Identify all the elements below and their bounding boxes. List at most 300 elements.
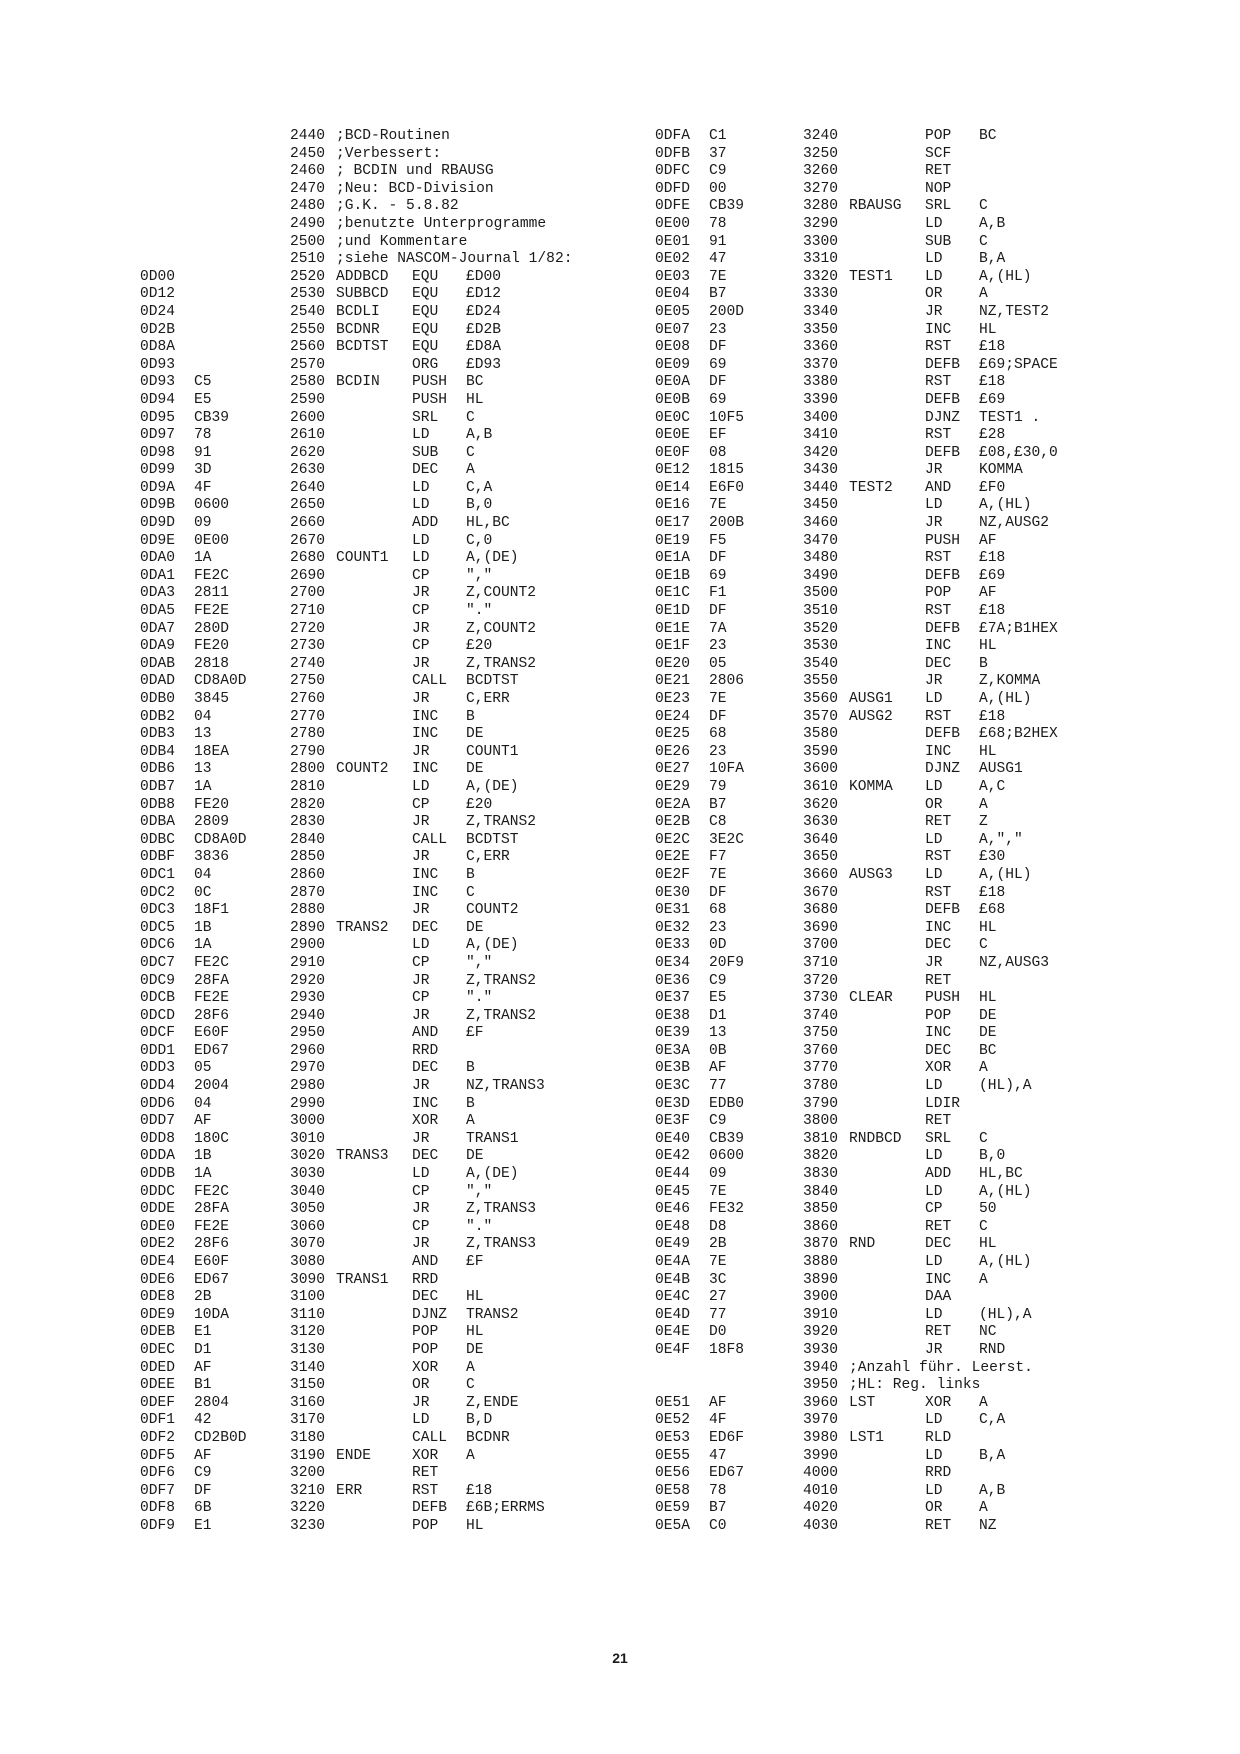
- machine-code-cell: E5: [709, 990, 727, 1007]
- line-number-cell: 2830: [290, 814, 326, 831]
- opcode-cell: JR: [412, 1236, 430, 1253]
- machine-code-cell: E1: [194, 1324, 212, 1341]
- label-cell: TRANS2: [336, 919, 389, 936]
- opcode-cell: SUB: [925, 233, 952, 250]
- operand-cell: BCDTST: [466, 831, 519, 848]
- line-number-cell: 3990: [803, 1447, 839, 1464]
- opcode-cell: INC: [412, 884, 439, 901]
- opcode-cell: JR: [925, 673, 943, 690]
- opcode-cell: CP: [412, 954, 430, 971]
- line-number-cell: 2450: [290, 145, 326, 162]
- machine-code-cell: C8: [709, 814, 727, 831]
- opcode-cell: EQU: [412, 321, 439, 338]
- address-cell: 0E08: [655, 339, 691, 356]
- line-number-cell: 3710: [803, 954, 839, 971]
- operand-cell: ",": [466, 1183, 493, 1200]
- line-number-cell: 2960: [290, 1042, 326, 1059]
- opcode-cell: JR: [925, 954, 943, 971]
- opcode-cell: SRL: [925, 198, 952, 215]
- address-cell: 0E55: [655, 1447, 691, 1464]
- address-cell: 0E2A: [655, 796, 691, 813]
- line-number-cell: 2480: [290, 198, 326, 215]
- machine-code-cell: 77: [709, 1306, 727, 1323]
- machine-code-cell: 2811: [194, 585, 230, 602]
- opcode-cell: DEFB: [925, 726, 961, 743]
- line-number-cell: 2500: [290, 233, 326, 250]
- line-number-cell: 3520: [803, 620, 839, 637]
- machine-code-cell: 6B: [194, 1500, 212, 1517]
- operand-cell: DE: [466, 726, 484, 743]
- opcode-cell: DEC: [925, 1042, 952, 1059]
- machine-code-cell: ED67: [194, 1271, 230, 1288]
- operand-cell: B: [466, 1060, 475, 1077]
- opcode-cell: RET: [925, 814, 952, 831]
- address-cell: 0D12: [140, 286, 176, 303]
- machine-code-cell: 7E: [709, 268, 727, 285]
- operand-cell: C,0: [466, 532, 493, 549]
- opcode-cell: LD: [925, 251, 943, 268]
- opcode-cell: EQU: [412, 286, 439, 303]
- comment-cell: ;Verbessert:: [336, 145, 442, 162]
- opcode-cell: RST: [925, 550, 952, 567]
- machine-code-cell: 0C: [194, 884, 212, 901]
- opcode-cell: JR: [925, 303, 943, 320]
- opcode-cell: RET: [925, 1218, 952, 1235]
- operand-cell: A: [979, 1271, 988, 1288]
- line-number-cell: 3110: [290, 1306, 326, 1323]
- machine-code-cell: 28FA: [194, 972, 230, 989]
- line-number-cell: 2660: [290, 515, 326, 532]
- operand-cell: A: [979, 1060, 988, 1077]
- opcode-cell: POP: [412, 1517, 439, 1534]
- opcode-cell: LD: [925, 1306, 943, 1323]
- opcode-cell: XOR: [412, 1113, 439, 1130]
- line-number-cell: 2540: [290, 303, 326, 320]
- opcode-cell: LD: [412, 497, 430, 514]
- address-cell: 0E1E: [655, 620, 691, 637]
- machine-code-cell: 00: [709, 180, 727, 197]
- machine-code-cell: DF: [709, 884, 727, 901]
- address-cell: 0E2C: [655, 831, 691, 848]
- line-number-cell: 2530: [290, 286, 326, 303]
- line-number-cell: 3370: [803, 356, 839, 373]
- machine-code-cell: DF: [709, 374, 727, 391]
- machine-code-cell: AF: [709, 1394, 727, 1411]
- line-number-cell: 3720: [803, 972, 839, 989]
- address-cell: 0E20: [655, 655, 691, 672]
- operand-cell: TEST1 .: [979, 409, 1041, 426]
- address-cell: 0DDB: [140, 1166, 176, 1183]
- address-cell: 0E23: [655, 691, 691, 707]
- operand-cell: B,A: [979, 1447, 1006, 1464]
- operand-cell: ".": [466, 990, 493, 1007]
- machine-code-cell: DF: [709, 708, 727, 725]
- operand-cell: B: [466, 708, 475, 725]
- line-number-cell: 3680: [803, 902, 839, 919]
- line-number-cell: 2730: [290, 638, 326, 655]
- opcode-cell: DEFB: [925, 567, 961, 584]
- label-cell: AUSG1: [849, 691, 893, 707]
- operand-cell: £D8A: [466, 339, 502, 356]
- opcode-cell: INC: [925, 1271, 952, 1288]
- opcode-cell: JR: [412, 1007, 430, 1024]
- address-cell: 0DE4: [140, 1254, 176, 1270]
- line-number-cell: 3440: [803, 479, 839, 496]
- operand-cell: C: [466, 884, 475, 901]
- line-number-cell: 3240: [803, 128, 839, 144]
- machine-code-cell: DF: [709, 339, 727, 356]
- line-number-cell: 3870: [803, 1236, 839, 1253]
- label-cell: TEST1: [849, 268, 893, 285]
- machine-code-cell: E60F: [194, 1254, 230, 1270]
- line-number-cell: 2680: [290, 550, 326, 567]
- address-cell: 0DED: [140, 1359, 176, 1376]
- line-number-cell: 3490: [803, 567, 839, 584]
- operand-cell: B: [979, 655, 988, 672]
- machine-code-cell: C5: [194, 374, 212, 391]
- machine-code-cell: 1B: [194, 919, 212, 936]
- opcode-cell: SRL: [412, 409, 439, 426]
- line-number-cell: 3380: [803, 374, 839, 391]
- address-cell: 0E3D: [655, 1095, 691, 1112]
- opcode-cell: JR: [412, 1201, 430, 1218]
- operand-cell: C: [979, 1218, 988, 1235]
- line-number-cell: 3340: [803, 303, 839, 320]
- line-number-cell: 3300: [803, 233, 839, 250]
- line-number-cell: 3260: [803, 163, 839, 180]
- opcode-cell: DEFB: [925, 356, 961, 373]
- machine-code-cell: 78: [709, 215, 727, 232]
- line-number-cell: 4030: [803, 1517, 839, 1534]
- address-cell: 0E45: [655, 1183, 691, 1200]
- operand-cell: £D00: [466, 268, 502, 285]
- machine-code-cell: 2B: [709, 1236, 727, 1253]
- operand-cell: NZ,AUSG3: [979, 954, 1050, 971]
- address-cell: 0E5A: [655, 1517, 691, 1534]
- line-number-cell: 2440: [290, 128, 326, 144]
- address-cell: 0DC2: [140, 884, 176, 901]
- address-cell: 0D9B: [140, 497, 176, 514]
- machine-code-cell: C9: [194, 1465, 212, 1482]
- machine-code-cell: EDB0: [709, 1095, 745, 1112]
- address-cell: 0E1B: [655, 567, 691, 584]
- address-cell: 0DA9: [140, 638, 176, 655]
- address-cell: 0DD8: [140, 1130, 176, 1147]
- label-cell: AUSG2: [849, 708, 893, 725]
- machine-code-cell: 18F1: [194, 902, 230, 919]
- opcode-cell: RET: [925, 163, 952, 180]
- label-cell: COUNT2: [336, 761, 389, 778]
- machine-code-cell: 13: [194, 761, 212, 778]
- operand-cell: C,ERR: [466, 691, 510, 707]
- operand-cell: NZ: [979, 1517, 997, 1534]
- label-cell: BCDNR: [336, 321, 380, 338]
- address-cell: 0E39: [655, 1025, 691, 1042]
- address-cell: 0E3B: [655, 1060, 691, 1077]
- opcode-cell: DEFB: [925, 391, 961, 408]
- operand-cell: £6B;ERRMS: [466, 1500, 545, 1517]
- address-cell: 0E26: [655, 743, 691, 760]
- machine-code-cell: 68: [709, 902, 727, 919]
- line-number-cell: 3620: [803, 796, 839, 813]
- address-cell: 0DE8: [140, 1289, 176, 1306]
- address-cell: 0DEE: [140, 1377, 176, 1394]
- operand-cell: HL: [466, 1517, 484, 1534]
- line-number-cell: 2990: [290, 1095, 326, 1112]
- line-number-cell: 3390: [803, 391, 839, 408]
- line-number-cell: 3020: [290, 1148, 326, 1165]
- address-cell: 0E01: [655, 233, 691, 250]
- line-number-cell: 2490: [290, 215, 326, 232]
- line-number-cell: 3040: [290, 1183, 326, 1200]
- line-number-cell: 3330: [803, 286, 839, 303]
- label-cell: KOMMA: [849, 778, 893, 795]
- operand-cell: £F: [466, 1254, 484, 1270]
- operand-cell: DE: [466, 919, 484, 936]
- line-number-cell: 2860: [290, 866, 326, 883]
- opcode-cell: RRD: [925, 1465, 952, 1482]
- line-number-cell: 2630: [290, 462, 326, 479]
- operand-cell: RND: [979, 1341, 1006, 1358]
- operand-cell: £18: [979, 884, 1006, 901]
- operand-cell: B: [466, 1095, 475, 1112]
- line-number-cell: 3860: [803, 1218, 839, 1235]
- machine-code-cell: FE2E: [194, 603, 230, 620]
- opcode-cell: DEC: [412, 1289, 439, 1306]
- machine-code-cell: 20F9: [709, 954, 745, 971]
- address-cell: 0DCF: [140, 1025, 176, 1042]
- opcode-cell: CP: [412, 796, 430, 813]
- opcode-cell: XOR: [925, 1394, 952, 1411]
- machine-code-cell: FE2C: [194, 954, 230, 971]
- machine-code-cell: 05: [709, 655, 727, 672]
- address-cell: 0DE6: [140, 1271, 176, 1288]
- address-cell: 0E4A: [655, 1254, 691, 1270]
- line-number-cell: 3280: [803, 198, 839, 215]
- machine-code-cell: 28FA: [194, 1201, 230, 1218]
- machine-code-cell: 1A: [194, 778, 212, 795]
- address-cell: 0E37: [655, 990, 691, 1007]
- machine-code-cell: CD8A0D: [194, 831, 247, 848]
- operand-cell: £7A;B1HEX: [979, 620, 1058, 637]
- operand-cell: C: [979, 937, 988, 954]
- address-cell: 0DDA: [140, 1148, 176, 1165]
- operand-cell: B: [466, 866, 475, 883]
- address-cell: 0DB2: [140, 708, 176, 725]
- line-number-cell: 3500: [803, 585, 839, 602]
- opcode-cell: INC: [412, 1095, 439, 1112]
- line-number-cell: 3600: [803, 761, 839, 778]
- opcode-cell: INC: [412, 866, 439, 883]
- address-cell: 0E07: [655, 321, 691, 338]
- line-number-cell: 4000: [803, 1465, 839, 1482]
- opcode-cell: RST: [925, 603, 952, 620]
- line-number-cell: 3100: [290, 1289, 326, 1306]
- line-number-cell: 2620: [290, 444, 326, 461]
- line-number-cell: 2750: [290, 673, 326, 690]
- operand-cell: A: [979, 796, 988, 813]
- opcode-cell: PUSH: [412, 391, 448, 408]
- opcode-cell: CP: [412, 638, 430, 655]
- address-cell: 0E00: [655, 215, 691, 232]
- opcode-cell: XOR: [412, 1447, 439, 1464]
- opcode-cell: DEC: [412, 919, 439, 936]
- address-cell: 0DE0: [140, 1218, 176, 1235]
- line-number-cell: 3410: [803, 427, 839, 444]
- line-number-cell: 3900: [803, 1289, 839, 1306]
- address-cell: 0E4D: [655, 1306, 691, 1323]
- address-cell: 0E12: [655, 462, 691, 479]
- operand-cell: TRANS1: [466, 1130, 519, 1147]
- line-number-cell: 2550: [290, 321, 326, 338]
- line-number-cell: 3510: [803, 603, 839, 620]
- opcode-cell: INC: [412, 726, 439, 743]
- line-number-cell: 3450: [803, 497, 839, 514]
- address-cell: 0E38: [655, 1007, 691, 1024]
- operand-cell: HL: [979, 990, 997, 1007]
- machine-code-cell: 3D: [194, 462, 212, 479]
- opcode-cell: OR: [925, 796, 943, 813]
- operand-cell: £69;SPACE: [979, 356, 1058, 373]
- machine-code-cell: 7E: [709, 691, 727, 707]
- address-cell: 0DF8: [140, 1500, 176, 1517]
- operand-cell: (HL),A: [979, 1306, 1032, 1323]
- operand-cell: A,C: [979, 778, 1006, 795]
- machine-code-cell: 91: [194, 444, 212, 461]
- operand-cell: Z,TRANS2: [466, 814, 537, 831]
- machine-code-cell: 280D: [194, 620, 230, 637]
- comment-cell: ;Anzahl führ. Leerst.: [849, 1359, 1033, 1376]
- comment-cell: ;benutzte Unterprogramme: [336, 215, 547, 232]
- line-number-cell: 3940: [803, 1359, 839, 1376]
- address-cell: 0D2B: [140, 321, 176, 338]
- machine-code-cell: 3836: [194, 849, 230, 866]
- machine-code-cell: 69: [709, 567, 727, 584]
- address-cell: 0E29: [655, 778, 691, 795]
- opcode-cell: INC: [925, 321, 952, 338]
- operand-cell: £18: [466, 1482, 493, 1499]
- line-number-cell: 3310: [803, 251, 839, 268]
- opcode-cell: EQU: [412, 303, 439, 320]
- line-number-cell: 3930: [803, 1341, 839, 1358]
- address-cell: 0DAD: [140, 673, 176, 690]
- line-number-cell: 2850: [290, 849, 326, 866]
- machine-code-cell: DF: [709, 603, 727, 620]
- line-number-cell: 2920: [290, 972, 326, 989]
- line-number-cell: 2570: [290, 356, 326, 373]
- address-cell: 0E25: [655, 726, 691, 743]
- line-number-cell: 3960: [803, 1394, 839, 1411]
- address-cell: 0D8A: [140, 339, 176, 356]
- comment-cell: ;BCD-Routinen: [336, 128, 450, 144]
- opcode-cell: AND: [925, 479, 952, 496]
- label-cell: ENDE: [336, 1447, 372, 1464]
- opcode-cell: JR: [412, 620, 430, 637]
- address-cell: 0D9E: [140, 532, 176, 549]
- label-cell: TRANS3: [336, 1148, 389, 1165]
- operand-cell: HL: [979, 743, 997, 760]
- line-number-cell: 3070: [290, 1236, 326, 1253]
- address-cell: 0E40: [655, 1130, 691, 1147]
- address-cell: 0E16: [655, 497, 691, 514]
- machine-code-cell: C0: [709, 1517, 727, 1534]
- line-number-cell: 3690: [803, 919, 839, 936]
- machine-code-cell: 0D: [709, 937, 727, 954]
- address-cell: 0E24: [655, 708, 691, 725]
- line-number-cell: 3190: [290, 1447, 326, 1464]
- opcode-cell: JR: [412, 1078, 430, 1095]
- machine-code-cell: CD2B0D: [194, 1429, 247, 1446]
- address-cell: 0DF9: [140, 1517, 176, 1534]
- operand-cell: £68: [979, 902, 1006, 919]
- line-number-cell: 3120: [290, 1324, 326, 1341]
- machine-code-cell: 04: [194, 708, 212, 725]
- operand-cell: £F0: [979, 479, 1006, 496]
- opcode-cell: LD: [925, 268, 943, 285]
- machine-code-cell: 10F5: [709, 409, 745, 426]
- opcode-cell: JR: [412, 691, 430, 707]
- line-number-cell: 2930: [290, 990, 326, 1007]
- opcode-cell: LD: [412, 550, 430, 567]
- address-cell: 0DD6: [140, 1095, 176, 1112]
- address-cell: 0E31: [655, 902, 691, 919]
- address-cell: 0DF6: [140, 1465, 176, 1482]
- opcode-cell: LD: [925, 831, 943, 848]
- operand-cell: A,(HL): [979, 866, 1032, 883]
- machine-code-cell: 18F8: [709, 1341, 745, 1358]
- machine-code-cell: C1: [709, 128, 727, 144]
- line-number-cell: 3150: [290, 1377, 326, 1394]
- line-number-cell: 3270: [803, 180, 839, 197]
- machine-code-cell: 1A: [194, 937, 212, 954]
- machine-code-cell: 1A: [194, 550, 212, 567]
- machine-code-cell: 0B: [709, 1042, 727, 1059]
- line-number-cell: 2970: [290, 1060, 326, 1077]
- line-number-cell: 2460: [290, 163, 326, 180]
- line-number-cell: 3820: [803, 1148, 839, 1165]
- machine-code-cell: B1: [194, 1377, 212, 1394]
- line-number-cell: 3810: [803, 1130, 839, 1147]
- address-cell: 0E46: [655, 1201, 691, 1218]
- opcode-cell: POP: [412, 1324, 439, 1341]
- line-number-cell: 3140: [290, 1359, 326, 1376]
- address-cell: 0DA1: [140, 567, 176, 584]
- machine-code-cell: 77: [709, 1078, 727, 1095]
- address-cell: 0E0F: [655, 444, 691, 461]
- line-number-cell: 2560: [290, 339, 326, 356]
- address-cell: 0E2F: [655, 866, 691, 883]
- operand-cell: Z,ENDE: [466, 1394, 519, 1411]
- address-cell: 0E0B: [655, 391, 691, 408]
- address-cell: 0DDC: [140, 1183, 176, 1200]
- address-cell: 0DFE: [655, 198, 691, 215]
- operand-cell: £D12: [466, 286, 502, 303]
- machine-code-cell: 0E00: [194, 532, 230, 549]
- machine-code-cell: 91: [709, 233, 727, 250]
- address-cell: 0DC6: [140, 937, 176, 954]
- address-cell: 0E3C: [655, 1078, 691, 1095]
- machine-code-cell: ED67: [709, 1465, 745, 1482]
- machine-code-cell: 2806: [709, 673, 745, 690]
- operand-cell: HL: [979, 1236, 997, 1253]
- operand-cell: AUSG1: [979, 761, 1023, 778]
- operand-cell: KOMMA: [979, 462, 1023, 479]
- operand-cell: A: [979, 1500, 988, 1517]
- machine-code-cell: B7: [709, 1500, 727, 1517]
- line-number-cell: 2800: [290, 761, 326, 778]
- line-number-cell: 3060: [290, 1218, 326, 1235]
- operand-cell: ".": [466, 603, 493, 620]
